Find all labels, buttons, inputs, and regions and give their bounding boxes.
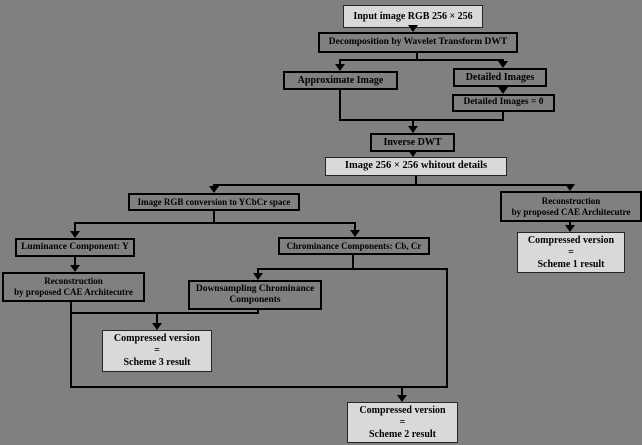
node-detailed-images-zero [452, 94, 555, 112]
node-scheme3-result-line3: Scheme 3 result [123, 357, 191, 368]
node-detailed-images-zero-label: Detailed Images = 0 [463, 97, 544, 108]
arrow-to-image-without-details [408, 150, 418, 157]
node-rgb-to-ycbcr [128, 193, 300, 211]
node-scheme2-result-line3: Scheme 2 result [368, 428, 437, 440]
node-scheme1-result [517, 232, 625, 273]
arrow-to-detailed-zero [498, 87, 508, 94]
node-luminance-component [15, 238, 135, 257]
node-decomposition-dwt [318, 32, 518, 53]
node-scheme3-result [102, 330, 212, 372]
node-detailed-images-label: Detailed Images [465, 71, 535, 83]
edge-ycbcr-split [74, 222, 356, 224]
node-decomposition-dwt-label: Decomposition by Wavelet Transform DWT [328, 36, 508, 47]
node-scheme2-result [347, 402, 458, 443]
edge-chrominance-split [257, 268, 448, 270]
node-reconstruction-y-line1: Reconstruction [44, 276, 103, 287]
node-inverse-dwt-label: Inverse DWT [383, 136, 442, 148]
node-input-image-label: Input image RGB 256 × 256 [353, 10, 473, 22]
node-reconstruction-y-line2: by proposed CAE Architecutre [14, 287, 133, 297]
node-scheme2-result-line2: = [399, 416, 406, 428]
edge-downsampling-out [257, 310, 259, 312]
edge-image-split [213, 184, 571, 186]
node-image-without-details-label: Image 256 × 256 whitout details [344, 160, 488, 172]
arrow-to-rgb-to-ycbcr [209, 186, 219, 193]
node-approximate-image [283, 71, 398, 90]
edge-scheme2-merge [70, 386, 448, 388]
arrow-to-detailed-images [498, 61, 508, 68]
node-reconstruction-y [2, 272, 145, 302]
node-downsampling-chrominance [188, 280, 322, 310]
node-approximate-image-label: Approximate Image [297, 74, 384, 86]
node-scheme1-result-line3: Scheme 1 result [537, 258, 605, 270]
node-reconstruction-scheme1-line2: by proposed CAE Architecutre [511, 206, 631, 217]
edge-chrominance-down-right [446, 270, 448, 388]
node-detailed-images [453, 68, 547, 87]
node-luminance-component-label: Luminance Component: Y [21, 241, 129, 252]
node-reconstruction-scheme1 [500, 191, 642, 222]
arrow-input-to-decomposition [408, 25, 418, 32]
node-scheme2-result-line1: Compressed version [359, 404, 446, 416]
arrow-to-scheme2-result [397, 395, 407, 402]
edge-decomposition-split [339, 59, 504, 61]
edge-approximate-down [339, 90, 341, 121]
arrow-to-downsampling [253, 273, 263, 280]
node-scheme3-result-line2: = [154, 345, 160, 356]
node-chrominance-components [278, 237, 430, 255]
node-downsampling-chrominance-line2: Components [229, 295, 281, 305]
node-chrominance-components-label: Chrominance Components: Cb, Cr [286, 240, 422, 251]
arrow-to-approximate-image [335, 64, 345, 71]
edge-recon-y-down [70, 302, 72, 388]
arrow-to-inverse-dwt [408, 126, 418, 133]
node-downsampling-chrominance-line1: Downsampling Chrominance [195, 283, 315, 294]
node-reconstruction-scheme1-line1: Reconstruction [541, 195, 601, 206]
arrow-to-reconstruction-y [70, 265, 80, 272]
arrow-to-scheme1-result [565, 225, 575, 232]
arrow-to-luminance-component [70, 231, 80, 238]
edge-scheme3-merge [70, 312, 259, 314]
arrow-to-scheme3-result [152, 323, 162, 330]
edge-merge-to-inverse [339, 119, 504, 121]
arrow-to-chrominance-components [350, 230, 360, 237]
node-scheme3-result-line1: Compressed version [113, 333, 201, 344]
node-rgb-to-ycbcr-label: Image RGB conversion to YCbCr space [137, 196, 291, 207]
node-image-without-details [325, 157, 507, 176]
node-scheme1-result-line2: = [568, 246, 574, 258]
node-scheme1-result-line1: Compressed version [527, 234, 615, 246]
arrow-to-reconstruction-scheme1 [565, 184, 575, 191]
